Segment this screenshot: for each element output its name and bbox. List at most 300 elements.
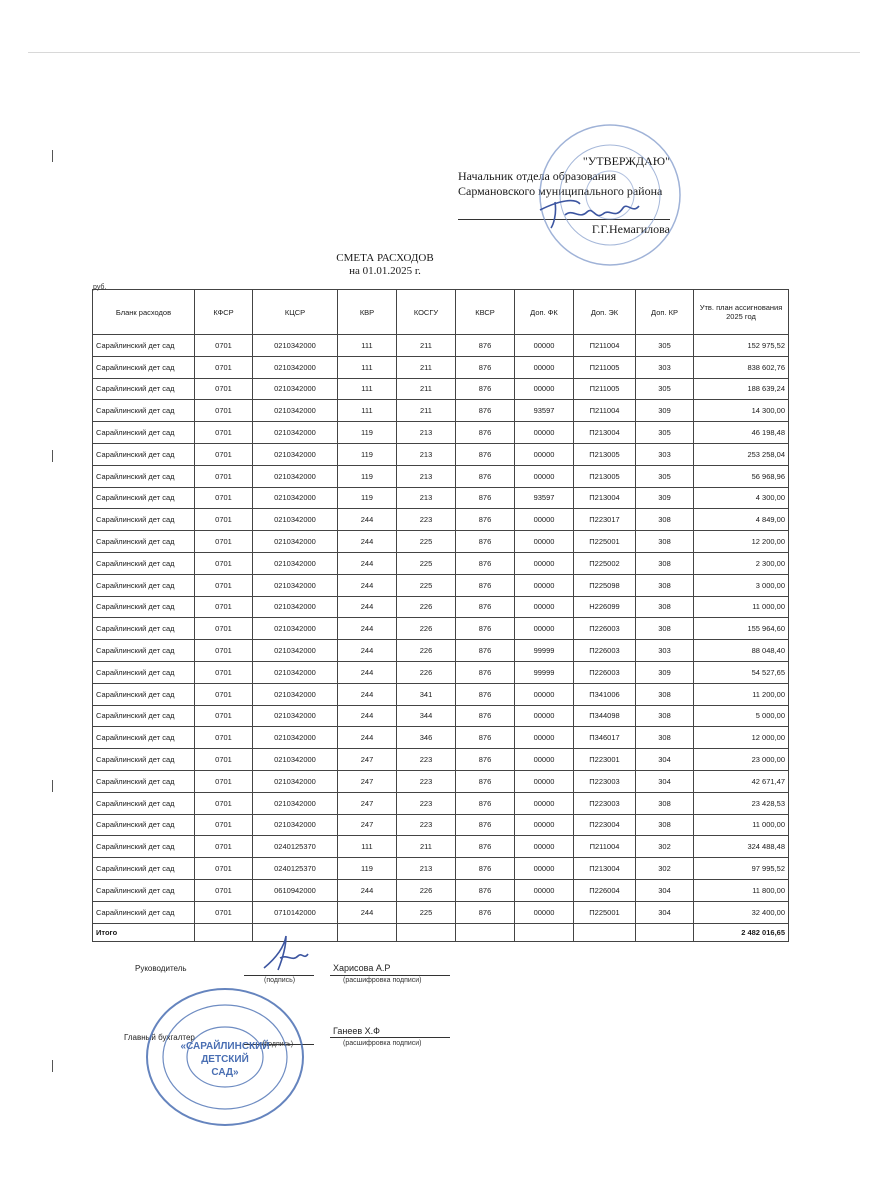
table-cell: 244 [338,640,397,662]
table-cell: 00000 [515,422,574,444]
table-cell: 876 [456,531,515,553]
table-cell: 244 [338,531,397,553]
table-cell: П226003 [574,640,636,662]
table-cell: 42 671,47 [694,770,789,792]
table-cell: 213 [397,422,456,444]
table-cell: 308 [636,792,694,814]
column-header: Бланк расходов [93,290,195,335]
table-cell [574,923,636,941]
table-cell: 155 964,60 [694,618,789,640]
table-cell: 4 300,00 [694,487,789,509]
table-cell: Сарайлинский дет сад [93,443,195,465]
table-cell: П211004 [574,335,636,357]
table-cell: 838 602,76 [694,356,789,378]
table-cell: 0701 [195,422,253,444]
table-row [93,509,789,531]
total-value: 2 482 016,65 [694,923,789,941]
table-cell: 253 258,04 [694,443,789,465]
table-cell: 00000 [515,335,574,357]
table-cell: П226003 [574,618,636,640]
table-cell: 119 [338,858,397,880]
table-cell: Сарайлинский дет сад [93,335,195,357]
table-cell: 876 [456,727,515,749]
table-cell: П346017 [574,727,636,749]
table-cell: 00000 [515,618,574,640]
table-cell: 213 [397,443,456,465]
table-row [93,814,789,836]
table-cell: 0210342000 [253,683,338,705]
table-cell: 0701 [195,618,253,640]
table-cell: Сарайлинский дет сад [93,661,195,683]
table-row [93,879,789,901]
title-line1: СМЕТА РАСХОДОВ [336,252,434,264]
table-cell: 0701 [195,770,253,792]
table-cell: 0210342000 [253,727,338,749]
table-cell: П211004 [574,400,636,422]
table-row [93,792,789,814]
table-row [93,836,789,858]
table-cell: 111 [338,335,397,357]
currency-unit: руб. [93,284,107,291]
table-cell: 0710142000 [253,901,338,923]
table-cell: 225 [397,901,456,923]
table-cell: 308 [636,531,694,553]
table-cell: П341006 [574,683,636,705]
table-cell: 876 [456,443,515,465]
table-cell: 00000 [515,792,574,814]
table-cell: Сарайлинский дет сад [93,465,195,487]
table-cell: Сарайлинский дет сад [93,356,195,378]
table-cell: 0210342000 [253,749,338,771]
margin-mark [52,780,53,792]
table-cell: 0210342000 [253,574,338,596]
table-cell: 247 [338,770,397,792]
table-cell: П213005 [574,465,636,487]
margin-mark [52,1060,53,1072]
table-cell: 00000 [515,596,574,618]
table-cell: 0210342000 [253,618,338,640]
page-top-rule [28,52,860,53]
table-cell: 0701 [195,814,253,836]
head-signature-scribble [256,928,316,978]
table-cell: 00000 [515,552,574,574]
table-cell: 11 800,00 [694,879,789,901]
table-cell: 00000 [515,378,574,400]
stamp-text-line1: «САРАЙЛИНСКИЙ [180,1041,270,1052]
table-cell: 119 [338,487,397,509]
table-cell: 0210342000 [253,422,338,444]
table-cell: 226 [397,661,456,683]
table-cell: 244 [338,683,397,705]
table-cell: 93597 [515,400,574,422]
table-cell: 11 200,00 [694,683,789,705]
table-cell: 00000 [515,683,574,705]
table-cell: 0210342000 [253,443,338,465]
table-row [93,705,789,727]
table-cell: 11 000,00 [694,814,789,836]
table-cell: 0240125370 [253,858,338,880]
table-cell: 111 [338,400,397,422]
column-header: КОСГУ [397,290,456,335]
table-cell: 0210342000 [253,509,338,531]
table-cell: 303 [636,443,694,465]
table-cell: 305 [636,335,694,357]
table-cell: 226 [397,596,456,618]
table-cell: 0210342000 [253,400,338,422]
table-cell [338,923,397,941]
table-cell: Сарайлинский дет сад [93,770,195,792]
table-cell: 244 [338,509,397,531]
table-cell: 226 [397,640,456,662]
table-cell: 876 [456,378,515,400]
accountant-decode-caption: (расшифровка подписи) [343,1040,422,1047]
approval-position-line2: Сармановского муниципального района [458,184,663,198]
table-cell: 99999 [515,640,574,662]
table-cell: 876 [456,552,515,574]
table-cell: 876 [456,335,515,357]
table-cell: 213 [397,465,456,487]
table-row [93,858,789,880]
table-cell: 0701 [195,836,253,858]
table-cell: 305 [636,422,694,444]
table-row [93,356,789,378]
head-role-label: Руководитель [135,964,187,973]
table-cell: 247 [338,814,397,836]
table-cell: П223017 [574,509,636,531]
table-cell: 00000 [515,443,574,465]
table-cell: Сарайлинский дет сад [93,509,195,531]
table-cell: 223 [397,749,456,771]
table-cell [397,923,456,941]
table-cell: 305 [636,378,694,400]
table-cell: 223 [397,792,456,814]
head-decode-caption: (расшифровка подписи) [343,977,422,984]
accountant-decode-line [330,1037,450,1038]
total-row [93,923,789,941]
table-cell: 876 [456,640,515,662]
table-cell: 00000 [515,749,574,771]
table-cell: 304 [636,879,694,901]
table-row [93,901,789,923]
table-cell: Сарайлинский дет сад [93,422,195,444]
stamp-text-line3: САД» [211,1067,239,1078]
table-cell: 119 [338,422,397,444]
table-cell: 119 [338,443,397,465]
table-cell: 00000 [515,509,574,531]
approval-signatory: Г.Г.Немагилова [591,222,670,236]
table-cell: 00000 [515,356,574,378]
table-cell: 00000 [515,770,574,792]
table-row [93,400,789,422]
table-row [93,640,789,662]
table-cell: 0210342000 [253,465,338,487]
table-cell: Сарайлинский дет сад [93,749,195,771]
margin-mark [52,450,53,462]
table-cell: 213 [397,858,456,880]
table-cell: 225 [397,552,456,574]
table-cell: 00000 [515,465,574,487]
table-cell: 211 [397,836,456,858]
table-cell: 111 [338,836,397,858]
column-header: Доп. ЭК [574,290,636,335]
table-cell [636,923,694,941]
table-cell: 876 [456,683,515,705]
table-cell: П211005 [574,356,636,378]
table-cell: 876 [456,356,515,378]
table-cell: Сарайлинский дет сад [93,683,195,705]
title-line2: на 01.01.2025 г. [349,265,421,277]
stamp-text-line2: ДЕТСКИЙ [201,1054,249,1065]
table-cell: 46 198,48 [694,422,789,444]
table-cell: 223 [397,814,456,836]
table-cell: П223003 [574,792,636,814]
table-cell: П226003 [574,661,636,683]
table-cell: 244 [338,879,397,901]
table-cell: 3 000,00 [694,574,789,596]
table-cell: 244 [338,901,397,923]
table-cell: 223 [397,509,456,531]
table-cell: 0210342000 [253,705,338,727]
table-cell: 876 [456,836,515,858]
table-cell: 308 [636,705,694,727]
table-cell: П344098 [574,705,636,727]
table-cell: 876 [456,770,515,792]
table-cell: 111 [338,378,397,400]
table-cell: Сарайлинский дет сад [93,858,195,880]
table-cell: 2 300,00 [694,552,789,574]
table-cell: Сарайлинский дет сад [93,814,195,836]
table-cell: 302 [636,858,694,880]
table-cell: 308 [636,509,694,531]
table-cell: 00000 [515,836,574,858]
column-header: КФСР [195,290,253,335]
table-cell: 0701 [195,596,253,618]
table-cell: Сарайлинский дет сад [93,901,195,923]
accountant-signature-caption: (подпись) [262,1041,294,1048]
table-cell: 876 [456,901,515,923]
table-cell: 244 [338,727,397,749]
table-row [93,422,789,444]
table-cell: 0701 [195,574,253,596]
table-cell [515,923,574,941]
table-cell: 346 [397,727,456,749]
table-cell: 302 [636,836,694,858]
table-cell: П213005 [574,443,636,465]
column-header: КВР [338,290,397,335]
head-name: Харисова А.Р [333,963,391,973]
table-cell: П223004 [574,814,636,836]
table-cell: 876 [456,465,515,487]
table-cell: 0701 [195,901,253,923]
table-cell: 00000 [515,705,574,727]
table-row [93,749,789,771]
head-decode-line [330,975,450,976]
table-cell: Сарайлинский дет сад [93,552,195,574]
column-header: Утв. план ассигнования 2025 год [694,290,789,335]
table-cell: 5 000,00 [694,705,789,727]
table-cell: Сарайлинский дет сад [93,640,195,662]
table-cell: 304 [636,749,694,771]
table-cell: 211 [397,356,456,378]
table-cell: 00000 [515,814,574,836]
table-cell: 876 [456,749,515,771]
table-cell: 876 [456,400,515,422]
table-row [93,335,789,357]
table-cell: 213 [397,487,456,509]
column-header: Доп. ФК [515,290,574,335]
table-cell: 876 [456,574,515,596]
table-cell: Сарайлинский дет сад [93,487,195,509]
table-cell: 876 [456,487,515,509]
total-label: Итого [93,923,195,941]
table-cell: 247 [338,749,397,771]
table-cell: 00000 [515,727,574,749]
table-cell: 309 [636,400,694,422]
table-cell: П223001 [574,749,636,771]
table-cell: 0701 [195,683,253,705]
table-cell: 0210342000 [253,378,338,400]
table-row [93,727,789,749]
table-cell: 97 995,52 [694,858,789,880]
table-cell: 0701 [195,705,253,727]
table-cell: 88 048,40 [694,640,789,662]
table-cell: 23 000,00 [694,749,789,771]
table-cell: 876 [456,705,515,727]
table-cell: 0701 [195,509,253,531]
table-cell: Сарайлинский дет сад [93,378,195,400]
table-cell: 247 [338,792,397,814]
table-cell: П213004 [574,858,636,880]
table-cell: Сарайлинский дет сад [93,400,195,422]
head-signature-caption: (подпись) [264,977,296,984]
table-cell: 0610942000 [253,879,338,901]
table-row [93,574,789,596]
table-cell [195,923,253,941]
table-cell: 0701 [195,378,253,400]
table-cell: 0701 [195,749,253,771]
table-row [93,531,789,553]
table-cell: 0210342000 [253,335,338,357]
table-cell: 211 [397,378,456,400]
approval-position-line1: Начальник отдела образования [458,169,617,183]
table-cell: 0210342000 [253,640,338,662]
table-cell: 876 [456,879,515,901]
table-cell: 188 639,24 [694,378,789,400]
table-cell: Н226099 [574,596,636,618]
table-row [93,683,789,705]
table-cell: Сарайлинский дет сад [93,836,195,858]
table-cell: 00000 [515,858,574,880]
table-cell: 304 [636,770,694,792]
table-cell: 308 [636,574,694,596]
table-cell: 876 [456,509,515,531]
approval-heading: "УТВЕРЖДАЮ" [582,154,670,168]
table-cell: 341 [397,683,456,705]
table-cell: 0701 [195,640,253,662]
table-cell: 244 [338,618,397,640]
expense-table [92,289,789,942]
table-cell: 00000 [515,574,574,596]
table-cell: 00000 [515,879,574,901]
table-cell: П225001 [574,901,636,923]
table-cell: 876 [456,814,515,836]
table-cell: 876 [456,858,515,880]
table-cell: 0701 [195,443,253,465]
table-row [93,770,789,792]
table-row [93,661,789,683]
table-cell: П225098 [574,574,636,596]
table-cell: 244 [338,552,397,574]
table-row [93,378,789,400]
table-cell: 0701 [195,858,253,880]
table-cell: 309 [636,661,694,683]
column-header: Доп. КР [636,290,694,335]
table-cell: 226 [397,879,456,901]
table-cell: 0210342000 [253,596,338,618]
accountant-role-label: Главный бухгалтер [124,1033,195,1042]
table-cell: 876 [456,596,515,618]
table-cell: Сарайлинский дет сад [93,618,195,640]
table-cell: 0701 [195,487,253,509]
table-cell: 226 [397,618,456,640]
table-cell: 14 300,00 [694,400,789,422]
table-cell: 324 488,48 [694,836,789,858]
table-cell: П213004 [574,422,636,444]
table-cell: Сарайлинский дет сад [93,705,195,727]
table-cell: 0701 [195,335,253,357]
document-title [300,252,470,278]
table-row [93,596,789,618]
table-cell: 56 968,96 [694,465,789,487]
table-cell: 12 200,00 [694,531,789,553]
table-cell: 11 000,00 [694,596,789,618]
table-cell: 152 975,52 [694,335,789,357]
table-cell: 0701 [195,531,253,553]
table-row [93,443,789,465]
table-cell: 308 [636,727,694,749]
table-cell: 99999 [515,661,574,683]
table-cell: 54 527,65 [694,661,789,683]
table-cell: Сарайлинский дет сад [93,792,195,814]
table-cell: 0701 [195,792,253,814]
table-cell: П223003 [574,770,636,792]
table-cell: П226004 [574,879,636,901]
margin-mark [52,150,53,162]
table-cell: Сарайлинский дет сад [93,574,195,596]
table-cell [456,923,515,941]
table-cell: 0701 [195,727,253,749]
table-cell: 119 [338,465,397,487]
table-cell: 225 [397,531,456,553]
table-cell: 244 [338,574,397,596]
table-row [93,552,789,574]
table-cell: 0701 [195,356,253,378]
table-cell: 211 [397,335,456,357]
column-header: КВСР [456,290,515,335]
table-cell: П225002 [574,552,636,574]
table-cell: 0210342000 [253,792,338,814]
table-cell: 225 [397,574,456,596]
accountant-name: Ганеев Х.Ф [333,1026,380,1036]
table-cell: 00000 [515,531,574,553]
approval-signature-scribble [535,190,645,235]
table-cell: 23 428,53 [694,792,789,814]
table-cell: П225001 [574,531,636,553]
table-cell: 0701 [195,465,253,487]
table-header-row [93,290,789,335]
table-cell: 0210342000 [253,770,338,792]
table-cell: 876 [456,792,515,814]
